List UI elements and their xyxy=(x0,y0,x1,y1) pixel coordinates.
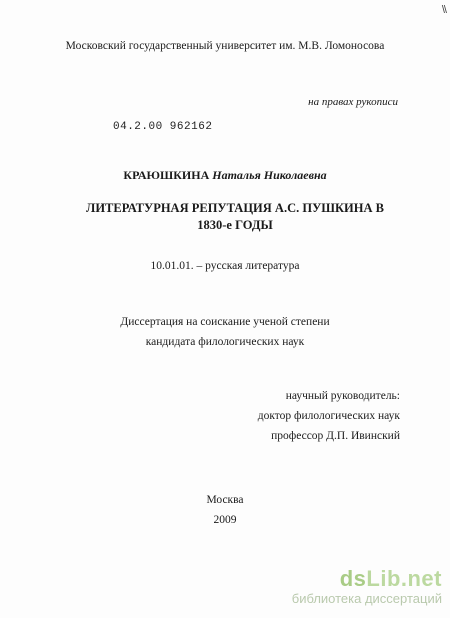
degree-statement xyxy=(0,312,450,352)
supervisor-line-1: научный руководитель: xyxy=(285,390,400,402)
year: 2009 xyxy=(213,514,237,526)
watermark-logo-prefix: ds xyxy=(339,566,367,591)
city: Москва xyxy=(206,494,244,506)
specialty-code: 10.01.01. – русская литература xyxy=(150,260,300,272)
degree-line-1: Диссертация на соискание ученой степени xyxy=(120,316,330,328)
manuscript-note: на правах рукописи xyxy=(308,96,398,108)
archive-stamp-number: 04.2.00 962162 xyxy=(113,121,213,133)
dissertation-title: ЛИТЕРАТУРНАЯ РЕПУТАЦИЯ А.С. ПУШКИНА В 1830-е ГОДЫ xyxy=(86,201,384,232)
author-given-name: Наталья Николаевна xyxy=(212,168,327,182)
supervisor-block xyxy=(258,386,400,446)
supervisor-line-2: доктор филологических наук xyxy=(257,410,400,422)
degree-line-2: кандидата филологических наук xyxy=(145,336,305,348)
dslib-watermark xyxy=(292,567,442,606)
university-name: Московский государственный университет им. М.В. Ломоносова xyxy=(65,40,385,52)
watermark-subtitle: библиотека диссертаций xyxy=(291,591,442,606)
author-surname: КРАЮШКИНА xyxy=(123,168,210,182)
watermark-logo-suffix: Lib.net xyxy=(366,566,442,591)
supervisor-line-3: профессор Д.П. Ивинский xyxy=(271,430,400,442)
corner-mark: \\ xyxy=(441,4,446,16)
watermark-logo xyxy=(292,567,442,591)
author-line xyxy=(0,168,450,183)
place-and-year xyxy=(0,490,450,530)
